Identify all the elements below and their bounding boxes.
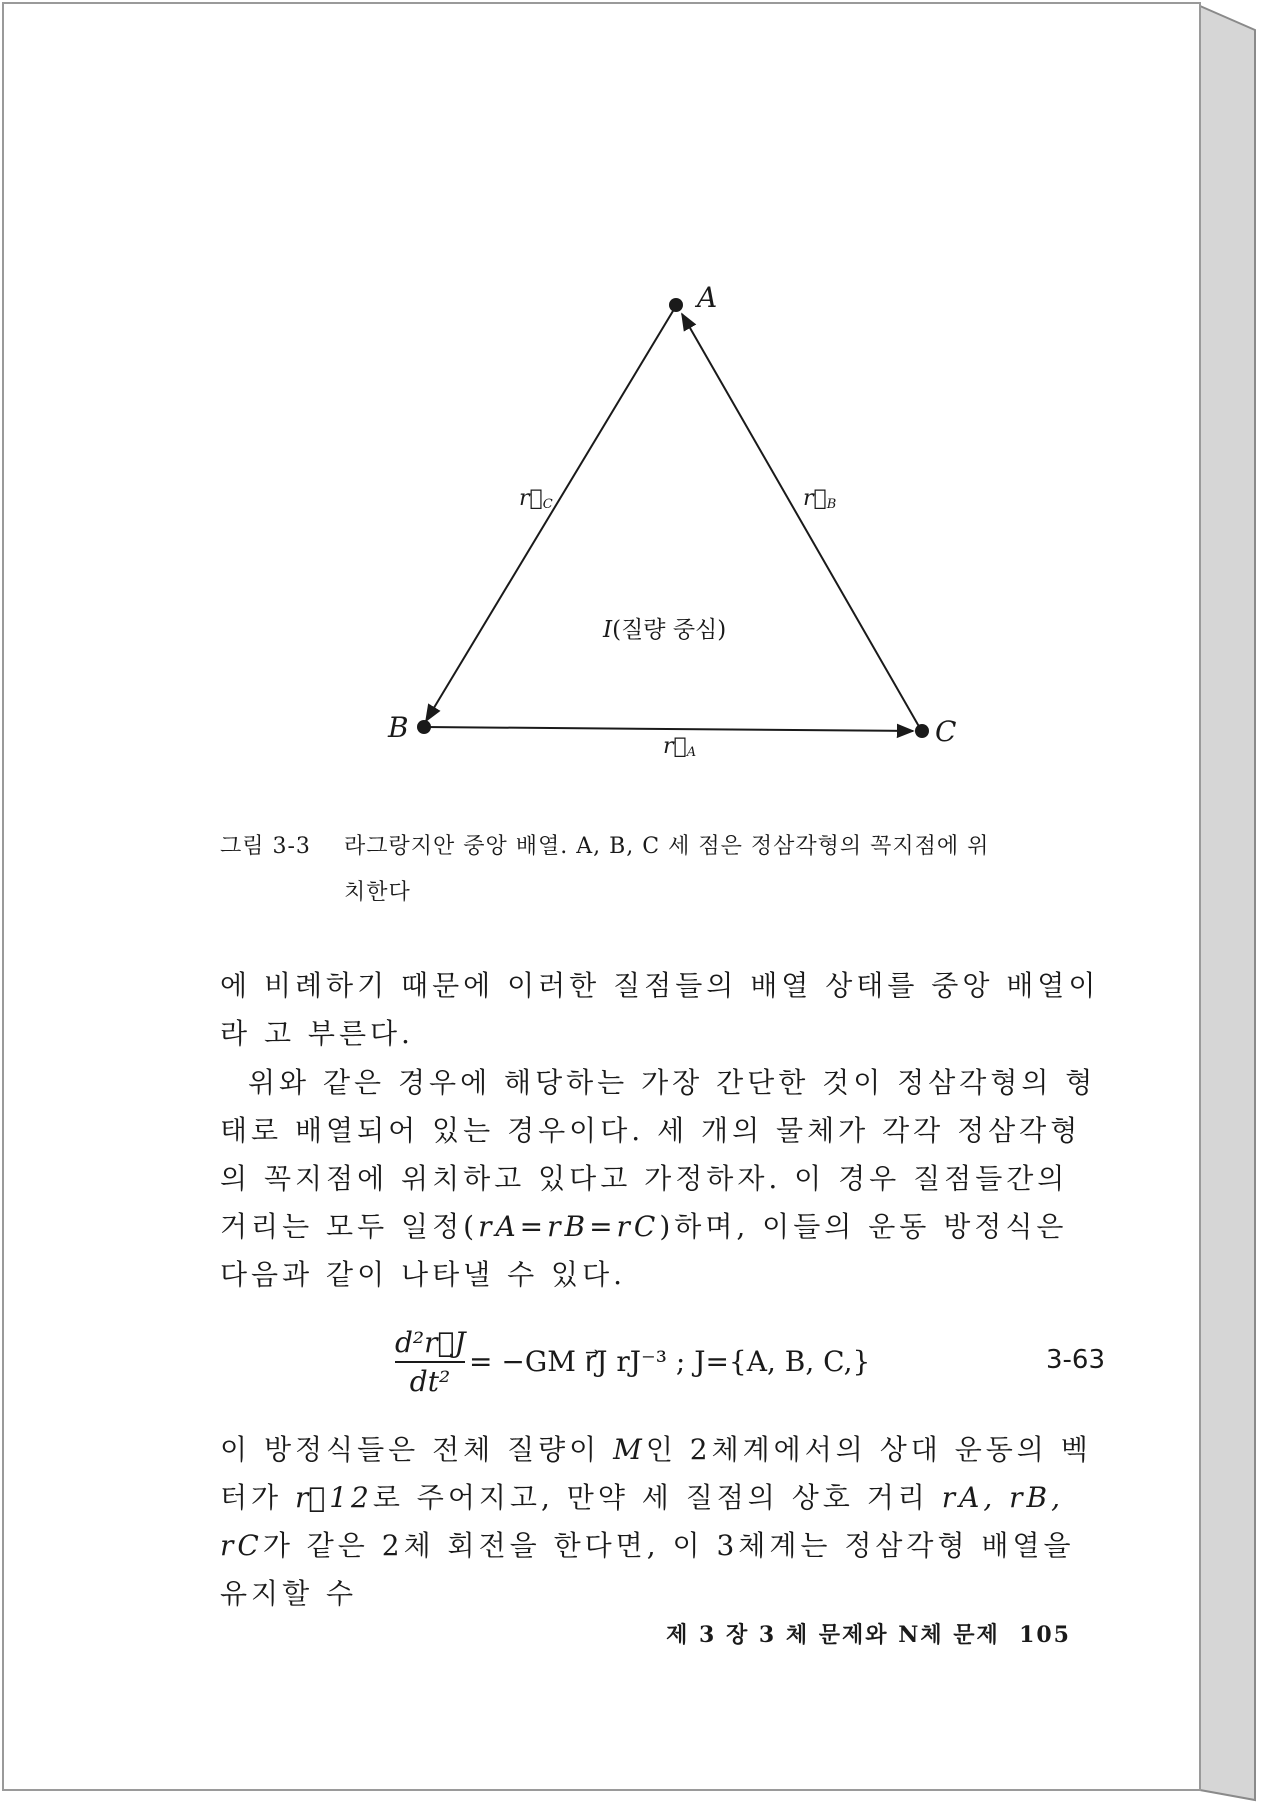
vertex-b-dot bbox=[417, 720, 431, 734]
paragraph-3-text-mid-1: 인 2체계에서의 상대 운동의 벡터가 bbox=[220, 1433, 1092, 1514]
page-number: 105 bbox=[1019, 1622, 1071, 1648]
paragraph-1: 에 비례하기 때문에 이러한 질점들의 배열 상태를 중앙 배열이라 고 부른다. bbox=[220, 969, 1100, 1050]
distance-condition: rA=rB=rC bbox=[478, 1210, 660, 1243]
page-footer bbox=[666, 1618, 1071, 1649]
vector-rc-label: r⃗C bbox=[519, 486, 553, 512]
edge-b-to-c bbox=[424, 727, 913, 731]
vertex-c-label: C bbox=[935, 715, 957, 748]
center-of-mass-label: I(질량 중심) bbox=[603, 617, 727, 643]
paragraph-2 bbox=[220, 1059, 1102, 1299]
vertex-a-label: A bbox=[697, 281, 718, 314]
paragraph-3-text-start: 이 방정식들은 전체 질량이 bbox=[220, 1433, 614, 1466]
vertex-a-dot bbox=[669, 298, 683, 312]
triangle-figure bbox=[0, 0, 1281, 820]
paragraph-2-text-end: )하며, 이들의 운동 방정식은 다음과 같이 나타낼 수 있다. bbox=[220, 1210, 1068, 1291]
caption-line-1: 라그랑지안 중앙 배열. A, B, C 세 점은 정삼각형의 꼭지점에 위 bbox=[344, 834, 990, 859]
equation-rhs: = −GM r⃗J rJ⁻³ ; J={A, B, C,} bbox=[469, 1345, 871, 1378]
relative-vector-symbol: r⃗12 bbox=[295, 1481, 373, 1514]
vector-rb-label: r⃗B bbox=[803, 486, 837, 512]
vector-ra-label: r⃗A bbox=[663, 734, 697, 760]
edge-a-to-b bbox=[426, 306, 676, 721]
paragraph-3-text-end: 가 같은 2체 회전을 한다면, 이 3체계는 정삼각형 배열을 유지할 수 bbox=[220, 1529, 1075, 1610]
caption-number: 그림 3-3 bbox=[220, 834, 311, 859]
caption-line-2: 치한다 bbox=[344, 880, 411, 905]
mutual-distances: rA, rB, rC bbox=[220, 1481, 1065, 1562]
equation-denominator: dt² bbox=[409, 1365, 451, 1398]
edge-c-to-a bbox=[682, 314, 921, 730]
total-mass-symbol: M bbox=[613, 1433, 646, 1466]
vertex-c-dot bbox=[915, 724, 929, 738]
figure-caption bbox=[220, 824, 1100, 916]
paragraph-3-text-mid-2: 로 주어지고, 만약 세 질점의 상호 거리 bbox=[372, 1481, 942, 1514]
running-title: 제 3 장 3 체 문제와 N체 문제 bbox=[666, 1622, 1000, 1648]
equation-3-63 bbox=[395, 1325, 1105, 1405]
paragraph-3 bbox=[220, 1426, 1102, 1618]
paragraph-2-text-start: 위와 같은 경우에 해당하는 가장 간단한 것이 정삼각형의 형태로 배열되어 있는 경우이다. 세 개의 물체가 각각 정삼각형의 꼭지점에 위치하고 있다고 가정하자. 이 경우 질점들간의 거리는 모두 일정( bbox=[220, 1066, 1097, 1243]
equation-fraction bbox=[395, 1325, 465, 1401]
equation-numerator: d²r⃗J bbox=[395, 1325, 465, 1363]
equation-number: 3-63 bbox=[1045, 1345, 1105, 1375]
vertex-b-label: B bbox=[388, 711, 409, 744]
